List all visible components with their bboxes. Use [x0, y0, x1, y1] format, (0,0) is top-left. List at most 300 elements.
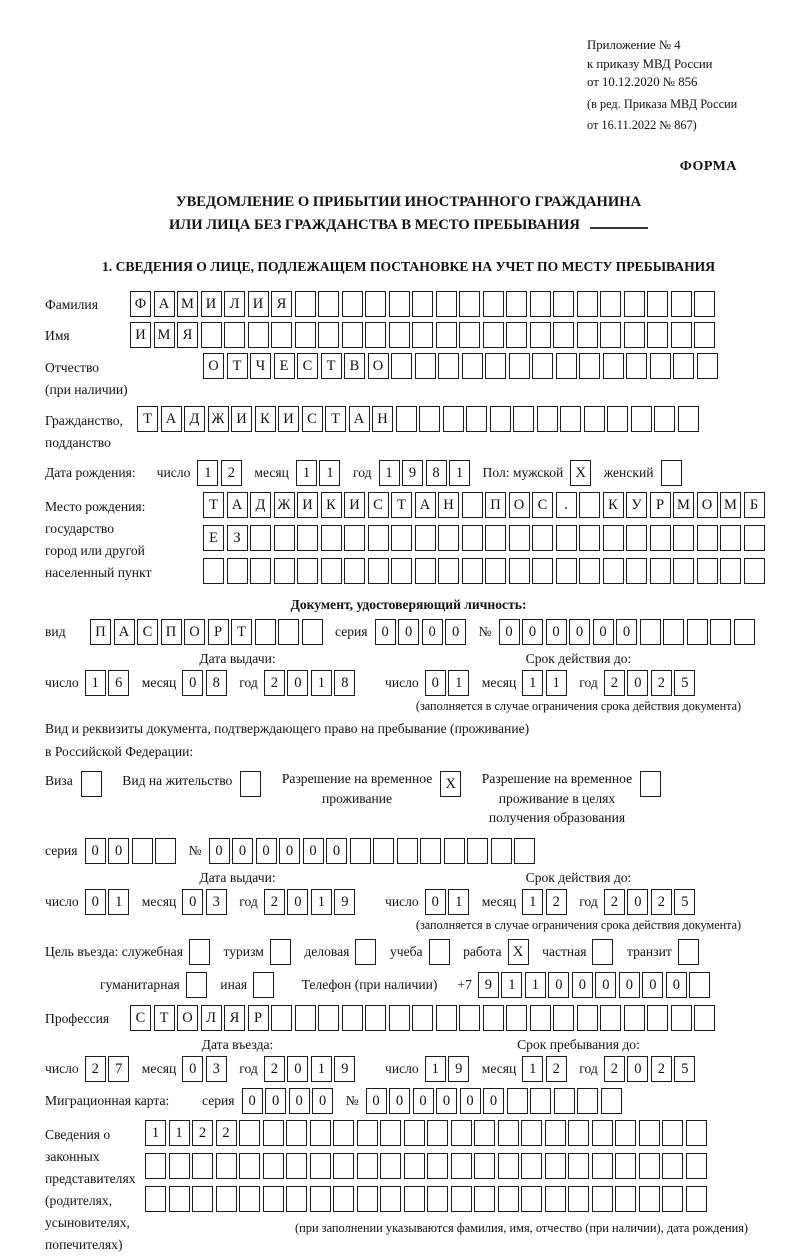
char-cell[interactable]	[654, 406, 675, 432]
char-cell[interactable]: 0	[326, 838, 347, 864]
char-cell[interactable]: 0	[413, 1088, 434, 1114]
char-cell[interactable]: 0	[569, 619, 590, 645]
char-cell[interactable]: И	[344, 492, 365, 518]
char-cell[interactable]	[404, 1120, 425, 1146]
char-cell[interactable]	[462, 558, 483, 584]
char-cell[interactable]: Т	[227, 353, 248, 379]
char-cell[interactable]	[342, 1005, 363, 1031]
char-cell[interactable]	[579, 492, 600, 518]
char-cell[interactable]	[389, 1005, 410, 1031]
char-cell[interactable]	[270, 939, 291, 965]
char-cell[interactable]: О	[368, 353, 389, 379]
char-cell[interactable]: 2	[264, 1056, 285, 1082]
char-cell[interactable]: А	[349, 406, 370, 432]
char-cell[interactable]	[553, 1005, 574, 1031]
char-cell[interactable]	[509, 353, 530, 379]
char-cell[interactable]: 9	[334, 1056, 355, 1082]
char-cell[interactable]: 1	[448, 889, 469, 915]
char-cell[interactable]	[697, 558, 718, 584]
char-cell[interactable]	[485, 558, 506, 584]
char-cell[interactable]: 0	[289, 1088, 310, 1114]
char-cell[interactable]	[521, 1186, 542, 1212]
char-cell[interactable]	[169, 1186, 190, 1212]
char-cell[interactable]	[169, 1153, 190, 1179]
char-cell[interactable]: С	[137, 619, 158, 645]
char-cell[interactable]: 2	[651, 670, 672, 696]
char-cell[interactable]	[624, 1005, 645, 1031]
char-cell[interactable]	[155, 838, 176, 864]
char-cell[interactable]	[689, 972, 710, 998]
char-cell[interactable]	[537, 406, 558, 432]
char-cell[interactable]: 0	[548, 972, 569, 998]
char-cell[interactable]: 0	[572, 972, 593, 998]
char-cell[interactable]: 2	[604, 1056, 625, 1082]
char-cell[interactable]: 2	[546, 889, 567, 915]
char-cell[interactable]: 0	[422, 619, 443, 645]
char-cell[interactable]: С	[532, 492, 553, 518]
char-cell[interactable]	[687, 619, 708, 645]
char-cell[interactable]	[579, 353, 600, 379]
char-cell[interactable]: 0	[436, 1088, 457, 1114]
char-cell[interactable]	[592, 1153, 613, 1179]
char-cell[interactable]: 0	[85, 889, 106, 915]
char-cell[interactable]	[357, 1120, 378, 1146]
char-cell[interactable]: Т	[154, 1005, 175, 1031]
char-cell[interactable]: 0	[209, 838, 230, 864]
char-cell[interactable]: 8	[426, 460, 447, 486]
char-cell[interactable]	[310, 1153, 331, 1179]
char-cell[interactable]	[507, 1088, 528, 1114]
char-cell[interactable]: 1	[525, 972, 546, 998]
char-cell[interactable]	[663, 619, 684, 645]
char-cell[interactable]	[615, 1153, 636, 1179]
char-cell[interactable]	[600, 1005, 621, 1031]
char-cell[interactable]	[263, 1153, 284, 1179]
char-cell[interactable]	[427, 1120, 448, 1146]
char-cell[interactable]: 0	[303, 838, 324, 864]
char-cell[interactable]	[297, 525, 318, 551]
char-cell[interactable]	[203, 558, 224, 584]
char-cell[interactable]	[697, 353, 718, 379]
char-cell[interactable]	[647, 322, 668, 348]
char-cell[interactable]	[81, 771, 102, 797]
char-cell[interactable]: 1	[311, 889, 332, 915]
char-cell[interactable]	[274, 525, 295, 551]
char-cell[interactable]: И	[248, 291, 269, 317]
char-cell[interactable]: 0	[182, 670, 203, 696]
char-cell[interactable]: 0	[256, 838, 277, 864]
char-cell[interactable]	[662, 1153, 683, 1179]
char-cell[interactable]: Ч	[250, 353, 271, 379]
char-cell[interactable]: 1	[145, 1120, 166, 1146]
char-cell[interactable]: 1	[197, 460, 218, 486]
char-cell[interactable]: Е	[203, 525, 224, 551]
char-cell[interactable]: 1	[546, 670, 567, 696]
char-cell[interactable]	[186, 972, 207, 998]
char-cell[interactable]	[640, 619, 661, 645]
char-cell[interactable]	[615, 1120, 636, 1146]
char-cell[interactable]: 2	[221, 460, 242, 486]
char-cell[interactable]: С	[130, 1005, 151, 1031]
char-cell[interactable]	[615, 1186, 636, 1212]
char-cell[interactable]: 2	[546, 1056, 567, 1082]
char-cell[interactable]	[592, 1186, 613, 1212]
char-cell[interactable]	[412, 1005, 433, 1031]
char-cell[interactable]	[250, 525, 271, 551]
char-cell[interactable]	[545, 1186, 566, 1212]
char-cell[interactable]	[227, 558, 248, 584]
char-cell[interactable]: Е	[274, 353, 295, 379]
char-cell[interactable]	[350, 838, 371, 864]
char-cell[interactable]	[443, 406, 464, 432]
char-cell[interactable]: 0	[85, 838, 106, 864]
char-cell[interactable]	[744, 525, 765, 551]
char-cell[interactable]	[389, 322, 410, 348]
char-cell[interactable]: Ж	[208, 406, 229, 432]
char-cell[interactable]: .	[556, 492, 577, 518]
char-cell[interactable]	[295, 1005, 316, 1031]
char-cell[interactable]	[498, 1186, 519, 1212]
char-cell[interactable]: 0	[593, 619, 614, 645]
char-cell[interactable]: И	[231, 406, 252, 432]
char-cell[interactable]: С	[302, 406, 323, 432]
char-cell[interactable]: 2	[651, 889, 672, 915]
char-cell[interactable]	[295, 322, 316, 348]
char-cell[interactable]: М	[720, 492, 741, 518]
char-cell[interactable]	[145, 1186, 166, 1212]
char-cell[interactable]	[744, 558, 765, 584]
char-cell[interactable]	[686, 1120, 707, 1146]
char-cell[interactable]: Ж	[274, 492, 295, 518]
char-cell[interactable]: 1	[379, 460, 400, 486]
char-cell[interactable]: 9	[334, 889, 355, 915]
char-cell[interactable]: Т	[325, 406, 346, 432]
char-cell[interactable]	[639, 1186, 660, 1212]
char-cell[interactable]	[626, 525, 647, 551]
char-cell[interactable]	[240, 771, 261, 797]
char-cell[interactable]: 0	[242, 1088, 263, 1114]
char-cell[interactable]	[530, 1088, 551, 1114]
char-cell[interactable]	[603, 353, 624, 379]
char-cell[interactable]	[357, 1186, 378, 1212]
char-cell[interactable]	[556, 558, 577, 584]
char-cell[interactable]: 1	[522, 889, 543, 915]
char-cell[interactable]	[248, 322, 269, 348]
char-cell[interactable]: И	[130, 322, 151, 348]
char-cell[interactable]: 0	[398, 619, 419, 645]
char-cell[interactable]	[274, 558, 295, 584]
char-cell[interactable]: О	[203, 353, 224, 379]
char-cell[interactable]: 0	[666, 972, 687, 998]
char-cell[interactable]	[577, 1088, 598, 1114]
char-cell[interactable]: Т	[137, 406, 158, 432]
char-cell[interactable]	[568, 1153, 589, 1179]
char-cell[interactable]	[686, 1153, 707, 1179]
char-cell[interactable]: 0	[460, 1088, 481, 1114]
char-cell[interactable]: 0	[619, 972, 640, 998]
char-cell[interactable]	[697, 525, 718, 551]
char-cell[interactable]	[530, 1005, 551, 1031]
char-cell[interactable]	[321, 525, 342, 551]
char-cell[interactable]	[579, 558, 600, 584]
char-cell[interactable]	[734, 619, 755, 645]
char-cell[interactable]: Р	[248, 1005, 269, 1031]
char-cell[interactable]: Д	[250, 492, 271, 518]
char-cell[interactable]	[192, 1153, 213, 1179]
char-cell[interactable]: 0	[232, 838, 253, 864]
char-cell[interactable]	[355, 939, 376, 965]
char-cell[interactable]	[365, 322, 386, 348]
char-cell[interactable]	[391, 558, 412, 584]
char-cell[interactable]	[553, 322, 574, 348]
char-cell[interactable]	[626, 353, 647, 379]
char-cell[interactable]: 0	[182, 889, 203, 915]
char-cell[interactable]: И	[278, 406, 299, 432]
char-cell[interactable]: 0	[287, 1056, 308, 1082]
char-cell[interactable]: 8	[206, 670, 227, 696]
char-cell[interactable]: 0	[287, 670, 308, 696]
char-cell[interactable]: 0	[389, 1088, 410, 1114]
char-cell[interactable]	[318, 291, 339, 317]
char-cell[interactable]	[662, 1186, 683, 1212]
char-cell[interactable]	[263, 1120, 284, 1146]
char-cell[interactable]: X	[570, 460, 591, 486]
char-cell[interactable]	[427, 1153, 448, 1179]
char-cell[interactable]: 9	[448, 1056, 469, 1082]
char-cell[interactable]: 1	[311, 1056, 332, 1082]
char-cell[interactable]: 0	[312, 1088, 333, 1114]
char-cell[interactable]: 9	[402, 460, 423, 486]
char-cell[interactable]	[310, 1186, 331, 1212]
char-cell[interactable]: 0	[627, 889, 648, 915]
char-cell[interactable]	[474, 1186, 495, 1212]
char-cell[interactable]	[420, 838, 441, 864]
char-cell[interactable]: 2	[604, 889, 625, 915]
char-cell[interactable]	[224, 322, 245, 348]
char-cell[interactable]	[678, 406, 699, 432]
char-cell[interactable]	[483, 291, 504, 317]
char-cell[interactable]	[474, 1153, 495, 1179]
char-cell[interactable]	[624, 322, 645, 348]
char-cell[interactable]	[694, 322, 715, 348]
char-cell[interactable]: 0	[499, 619, 520, 645]
char-cell[interactable]: К	[603, 492, 624, 518]
char-cell[interactable]	[239, 1186, 260, 1212]
char-cell[interactable]	[498, 1120, 519, 1146]
char-cell[interactable]	[365, 1005, 386, 1031]
char-cell[interactable]	[286, 1120, 307, 1146]
char-cell[interactable]: Л	[224, 291, 245, 317]
char-cell[interactable]	[491, 838, 512, 864]
char-cell[interactable]: Н	[438, 492, 459, 518]
char-cell[interactable]: М	[673, 492, 694, 518]
char-cell[interactable]	[671, 291, 692, 317]
char-cell[interactable]: Т	[231, 619, 252, 645]
char-cell[interactable]: 2	[264, 670, 285, 696]
char-cell[interactable]: К	[321, 492, 342, 518]
char-cell[interactable]	[532, 525, 553, 551]
char-cell[interactable]: 7	[108, 1056, 129, 1082]
char-cell[interactable]: 0	[182, 1056, 203, 1082]
char-cell[interactable]	[271, 322, 292, 348]
char-cell[interactable]	[678, 939, 699, 965]
char-cell[interactable]: Т	[203, 492, 224, 518]
char-cell[interactable]	[474, 1120, 495, 1146]
char-cell[interactable]	[239, 1120, 260, 1146]
char-cell[interactable]	[216, 1186, 237, 1212]
char-cell[interactable]	[592, 939, 613, 965]
char-cell[interactable]	[600, 322, 621, 348]
char-cell[interactable]	[459, 322, 480, 348]
char-cell[interactable]: Д	[184, 406, 205, 432]
char-cell[interactable]	[579, 525, 600, 551]
char-cell[interactable]	[436, 322, 457, 348]
char-cell[interactable]	[650, 558, 671, 584]
char-cell[interactable]	[513, 406, 534, 432]
char-cell[interactable]: 2	[264, 889, 285, 915]
char-cell[interactable]	[132, 838, 153, 864]
char-cell[interactable]	[286, 1153, 307, 1179]
char-cell[interactable]: Т	[321, 353, 342, 379]
char-cell[interactable]	[397, 838, 418, 864]
char-cell[interactable]	[145, 1153, 166, 1179]
char-cell[interactable]	[467, 838, 488, 864]
char-cell[interactable]	[438, 525, 459, 551]
char-cell[interactable]	[333, 1186, 354, 1212]
char-cell[interactable]	[490, 406, 511, 432]
char-cell[interactable]	[368, 558, 389, 584]
char-cell[interactable]: 0	[642, 972, 663, 998]
char-cell[interactable]	[263, 1186, 284, 1212]
char-cell[interactable]	[509, 558, 530, 584]
char-cell[interactable]	[647, 291, 668, 317]
char-cell[interactable]	[671, 1005, 692, 1031]
char-cell[interactable]: 0	[546, 619, 567, 645]
char-cell[interactable]	[271, 1005, 292, 1031]
char-cell[interactable]	[639, 1153, 660, 1179]
char-cell[interactable]	[462, 353, 483, 379]
char-cell[interactable]: 0	[425, 670, 446, 696]
char-cell[interactable]: X	[508, 939, 529, 965]
char-cell[interactable]: М	[154, 322, 175, 348]
char-cell[interactable]	[189, 939, 210, 965]
char-cell[interactable]	[647, 1005, 668, 1031]
char-cell[interactable]: Я	[224, 1005, 245, 1031]
char-cell[interactable]	[498, 1153, 519, 1179]
char-cell[interactable]	[462, 492, 483, 518]
char-cell[interactable]	[404, 1153, 425, 1179]
char-cell[interactable]: П	[485, 492, 506, 518]
char-cell[interactable]	[342, 322, 363, 348]
char-cell[interactable]	[671, 322, 692, 348]
char-cell[interactable]: 6	[108, 670, 129, 696]
char-cell[interactable]	[466, 406, 487, 432]
char-cell[interactable]	[412, 291, 433, 317]
char-cell[interactable]	[415, 558, 436, 584]
char-cell[interactable]: Р	[650, 492, 671, 518]
char-cell[interactable]	[485, 353, 506, 379]
char-cell[interactable]	[459, 291, 480, 317]
char-cell[interactable]	[318, 322, 339, 348]
char-cell[interactable]: 1	[522, 670, 543, 696]
char-cell[interactable]	[603, 558, 624, 584]
char-cell[interactable]	[483, 1005, 504, 1031]
char-cell[interactable]	[545, 1153, 566, 1179]
char-cell[interactable]: А	[415, 492, 436, 518]
char-cell[interactable]	[483, 322, 504, 348]
char-cell[interactable]: 1	[108, 889, 129, 915]
char-cell[interactable]	[530, 291, 551, 317]
char-cell[interactable]	[255, 619, 276, 645]
char-cell[interactable]	[321, 558, 342, 584]
char-cell[interactable]: 1	[522, 1056, 543, 1082]
char-cell[interactable]	[514, 838, 535, 864]
char-cell[interactable]	[600, 291, 621, 317]
char-cell[interactable]	[556, 353, 577, 379]
char-cell[interactable]	[673, 558, 694, 584]
char-cell[interactable]	[373, 838, 394, 864]
char-cell[interactable]	[380, 1120, 401, 1146]
char-cell[interactable]	[686, 1186, 707, 1212]
char-cell[interactable]	[532, 353, 553, 379]
char-cell[interactable]	[626, 558, 647, 584]
char-cell[interactable]	[436, 291, 457, 317]
char-cell[interactable]: 1	[319, 460, 340, 486]
char-cell[interactable]	[568, 1186, 589, 1212]
char-cell[interactable]: 1	[449, 460, 470, 486]
char-cell[interactable]: 0	[287, 889, 308, 915]
char-cell[interactable]: 1	[501, 972, 522, 998]
char-cell[interactable]	[603, 525, 624, 551]
char-cell[interactable]: 0	[627, 1056, 648, 1082]
char-cell[interactable]	[624, 291, 645, 317]
char-cell[interactable]	[506, 322, 527, 348]
char-cell[interactable]	[662, 1120, 683, 1146]
char-cell[interactable]	[389, 291, 410, 317]
char-cell[interactable]: 0	[366, 1088, 387, 1114]
char-cell[interactable]: 2	[216, 1120, 237, 1146]
char-cell[interactable]	[201, 322, 222, 348]
char-cell[interactable]: Я	[177, 322, 198, 348]
char-cell[interactable]: 0	[279, 838, 300, 864]
char-cell[interactable]	[506, 1005, 527, 1031]
char-cell[interactable]	[462, 525, 483, 551]
char-cell[interactable]: Н	[372, 406, 393, 432]
char-cell[interactable]: 0	[375, 619, 396, 645]
char-cell[interactable]: 3	[206, 1056, 227, 1082]
char-cell[interactable]: 5	[674, 1056, 695, 1082]
char-cell[interactable]: 1	[448, 670, 469, 696]
char-cell[interactable]: 5	[674, 889, 695, 915]
char-cell[interactable]	[216, 1153, 237, 1179]
char-cell[interactable]	[694, 1005, 715, 1031]
char-cell[interactable]	[639, 1120, 660, 1146]
char-cell[interactable]	[438, 353, 459, 379]
char-cell[interactable]	[365, 291, 386, 317]
char-cell[interactable]: С	[368, 492, 389, 518]
char-cell[interactable]	[506, 291, 527, 317]
char-cell[interactable]: 0	[522, 619, 543, 645]
char-cell[interactable]: 0	[265, 1088, 286, 1114]
char-cell[interactable]	[560, 406, 581, 432]
char-cell[interactable]	[459, 1005, 480, 1031]
char-cell[interactable]	[302, 619, 323, 645]
char-cell[interactable]: А	[227, 492, 248, 518]
char-cell[interactable]	[720, 558, 741, 584]
char-cell[interactable]: В	[344, 353, 365, 379]
char-cell[interactable]	[532, 558, 553, 584]
char-cell[interactable]	[577, 1005, 598, 1031]
